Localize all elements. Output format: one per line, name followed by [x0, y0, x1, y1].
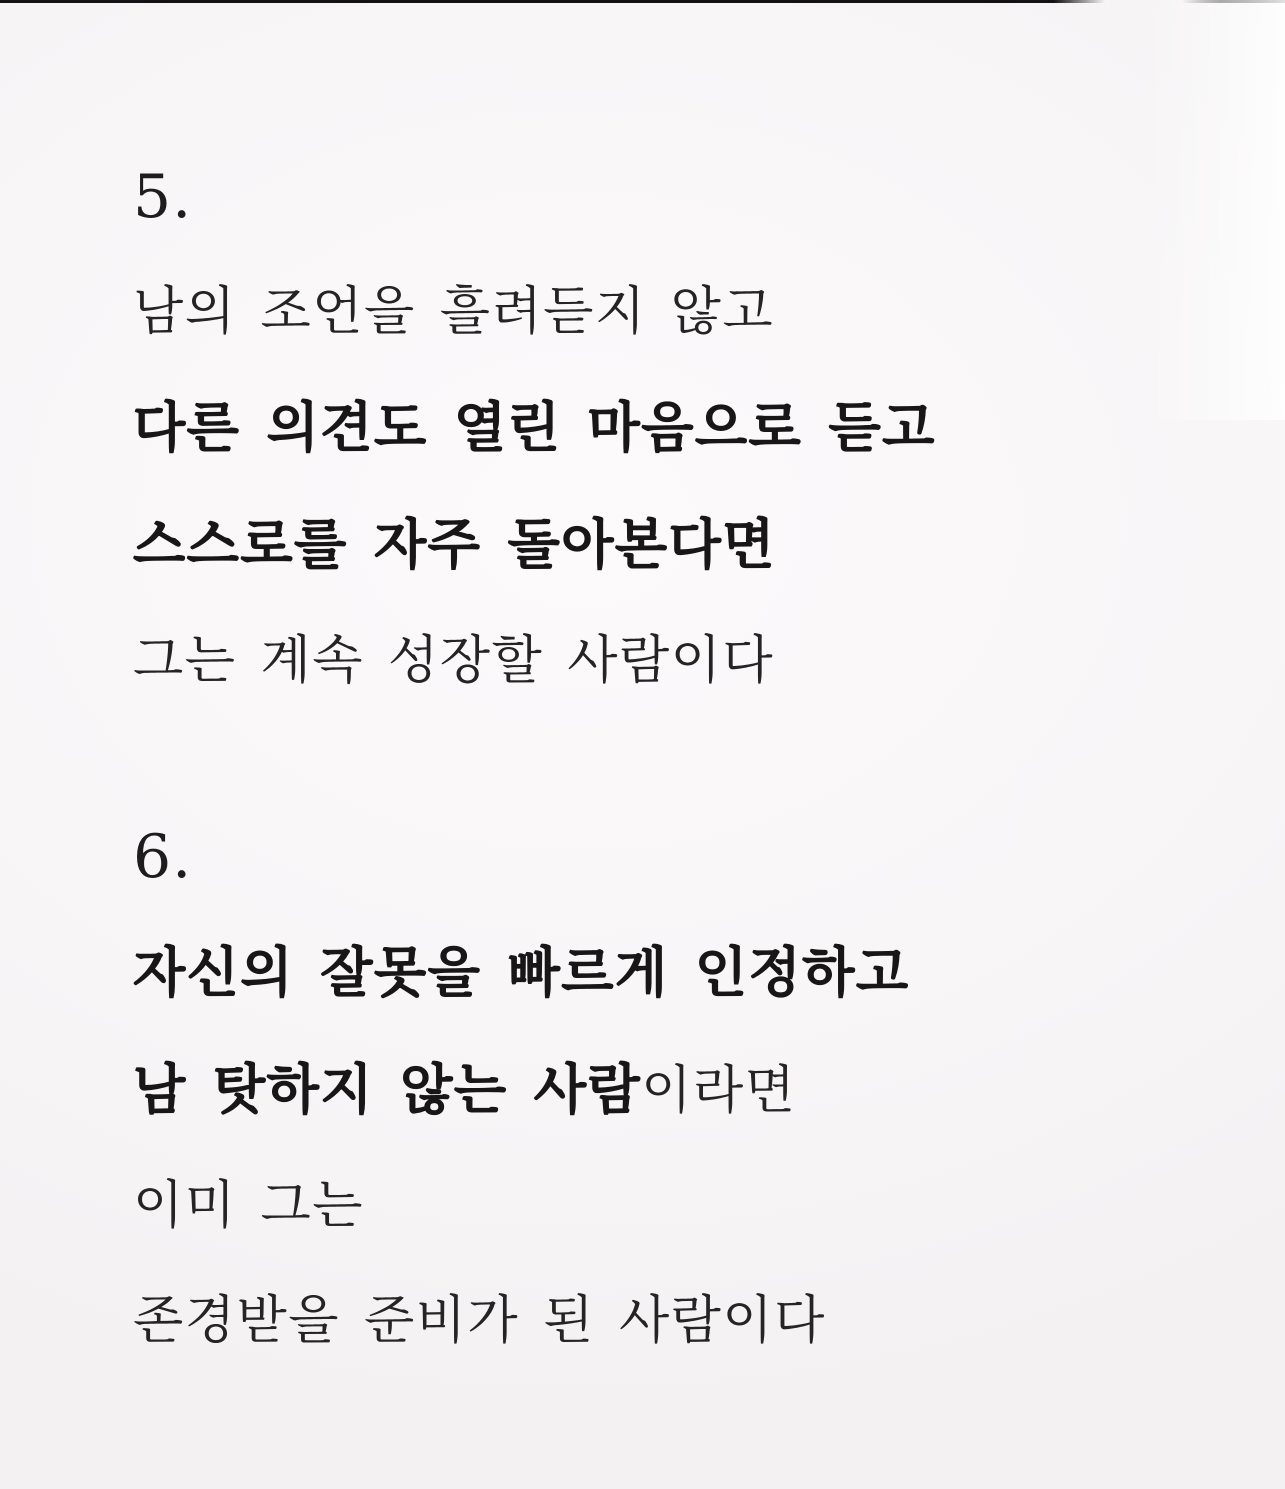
- quote-text: 남의 조언을 흘려듣지 않고: [133, 282, 775, 342]
- quote-text-bold: 남 탓하지 않는 사람: [133, 1057, 642, 1121]
- quote-text-bold: 다른 의견도 열린 마음으로 듣고: [133, 395, 936, 459]
- quote-text: 그는 계속 성장할 사람이다: [133, 631, 775, 691]
- quote-line: [133, 1290, 1225, 1352]
- quote-line: [133, 396, 1225, 460]
- quote-line: [133, 281, 1225, 343]
- quote-line: [133, 1175, 1225, 1237]
- quote-text: 이미 그는: [133, 1176, 364, 1236]
- quote-text: 이라면: [641, 1061, 797, 1121]
- quote-line: [133, 630, 1225, 692]
- quote-line: [133, 513, 1225, 577]
- quote-text: 존경받을 준비가 된 사람이다: [133, 1291, 826, 1351]
- quote-text-bold: 스스로를 자주 돌아본다면: [133, 512, 776, 576]
- quote-line: [133, 1058, 1225, 1122]
- section-number: 5.: [133, 162, 193, 232]
- quote-section: [133, 162, 1225, 692]
- quote-section: [133, 822, 1225, 1352]
- quote-text-bold: 자신의 잘못을 빠르게 인정하고: [133, 940, 910, 1004]
- quote-line: [133, 941, 1225, 1005]
- section-number: 6.: [133, 822, 193, 892]
